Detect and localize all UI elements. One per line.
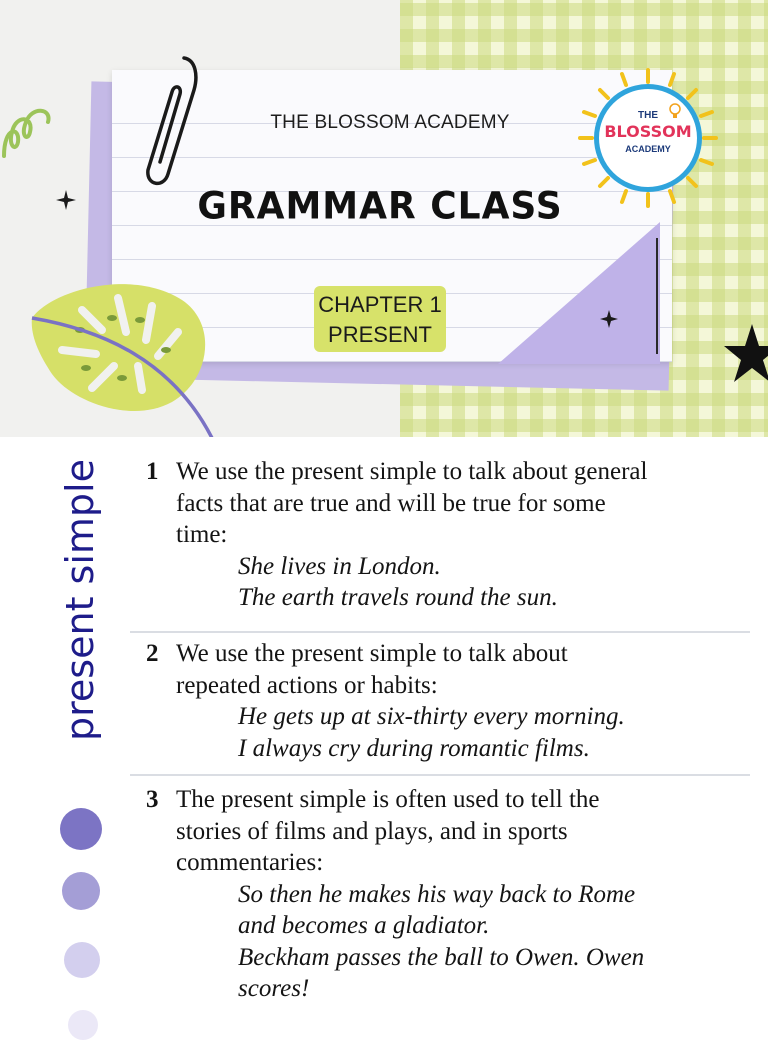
logo-the: THE: [638, 110, 658, 121]
rule-item-3: [146, 784, 756, 1005]
class-title: GRAMMAR CLASS: [197, 184, 563, 229]
progress-dot-4: [68, 1010, 98, 1040]
item-number: 2: [146, 640, 159, 667]
side-title-text: present simple: [58, 459, 102, 741]
spring-doodle-icon: [0, 86, 70, 166]
logo-blossom: BLOSSOM: [604, 122, 692, 141]
chapter-topic: PRESENT: [328, 322, 432, 347]
rule-line: time:: [176, 521, 228, 548]
star-icon: [722, 322, 768, 392]
paperclip-icon: [138, 46, 208, 196]
academy-logo: [578, 68, 718, 208]
rule-line: The present simple is often used to tell the: [176, 786, 600, 813]
monstera-leaf-icon: [22, 270, 222, 437]
sparkle-icon: [600, 310, 618, 328]
rule-line: repeated actions or habits:: [176, 671, 438, 699]
example-sentence: scores!: [238, 975, 310, 1002]
item-number: 1: [146, 458, 159, 485]
rule-line: commentaries:: [176, 849, 324, 876]
progress-dot-1: [60, 808, 102, 850]
rule-item-1: [146, 456, 756, 614]
rule-line: facts that are true and will be true for some: [176, 489, 606, 517]
example-sentence: The earth travels round the sun.: [238, 584, 558, 611]
academy-name: THE BLOSSOM ACADEMY: [270, 112, 510, 133]
example-sentence: He gets up at six-thirty every morning.: [238, 703, 625, 730]
fold-line: [656, 238, 658, 354]
sparkle-icon: [56, 190, 76, 210]
rule-line: stories of films and plays, and in sports: [176, 817, 568, 845]
banner: [0, 0, 768, 437]
rule-line: We use the present simple to talk about general: [176, 458, 648, 485]
example-sentence: and becomes a gladiator.: [238, 912, 490, 939]
chapter-number: CHAPTER 1: [318, 292, 442, 317]
example-sentence: Beckham passes the ball to Owen. Owen: [238, 943, 645, 971]
chapter-badge: [314, 286, 446, 352]
example-sentence: I always cry during romantic films.: [238, 734, 590, 762]
rule-line: We use the present simple to talk about: [176, 640, 568, 667]
example-sentence: She lives in London.: [238, 552, 441, 580]
divider: [130, 631, 750, 633]
progress-dot-3: [64, 942, 100, 978]
progress-dot-2: [62, 872, 100, 910]
item-number: 3: [146, 786, 159, 813]
divider: [130, 774, 750, 776]
rule-item-2: [146, 638, 756, 764]
logo-academy: ACADEMY: [625, 144, 671, 154]
example-sentence: So then he makes his way back to Rome: [238, 880, 636, 908]
